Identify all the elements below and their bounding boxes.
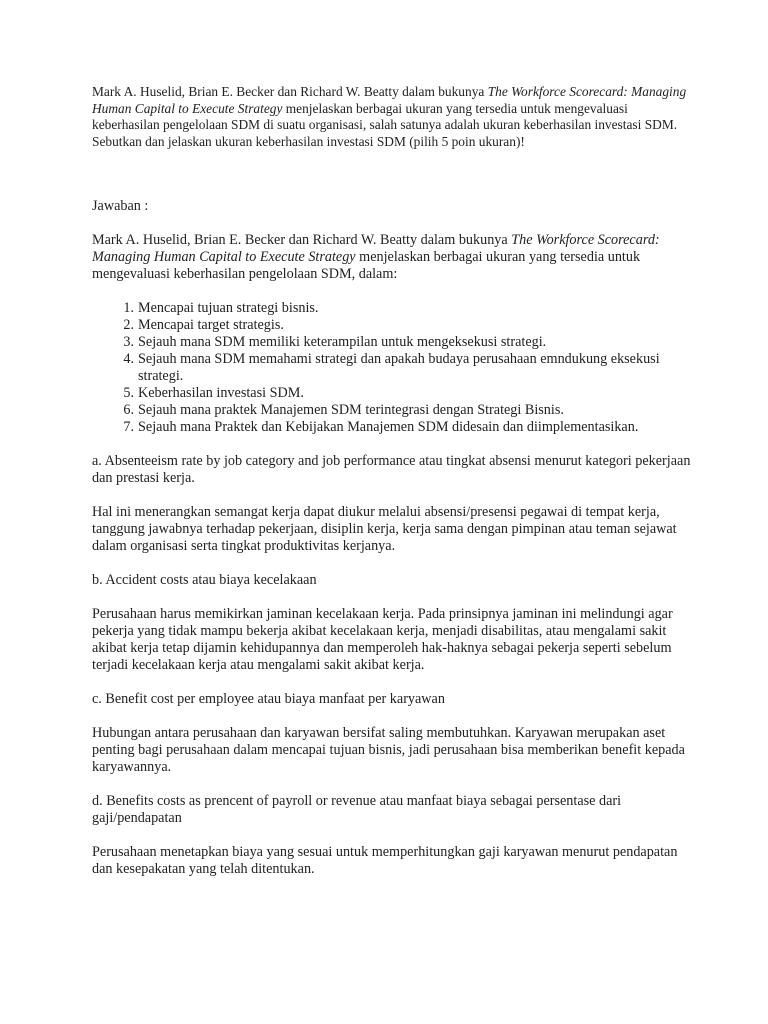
list-item-text: Mencapai target strategis. [138, 317, 284, 334]
list-item-text: Sejauh mana SDM memahami strategi dan apakah budaya perusahaan emndukung eksekusi strategi. [138, 351, 660, 385]
list-item-text: Mencapai tujuan strategi bisnis. [138, 300, 319, 317]
intro-text-pre: Mark A. Huselid, Brian E. Becker dan Richard W. Beatty dalam bukunya [92, 232, 512, 249]
question-paragraph [92, 84, 692, 150]
list-item [123, 385, 692, 402]
section-d-heading: d. Benefits costs as prencent of payroll or revenue atau manfaat biaya sebagai persentase dari gaji/pendapatan [92, 793, 622, 827]
list-item-text: Sejauh mana praktek Manajemen SDM terintegrasi dengan Strategi Bisnis. [138, 402, 564, 419]
list-item-number: 6. [123, 402, 134, 419]
section-c-body: Hubungan antara perusahaan dan karyawan bersifat saling membutuhkan. Karyawan merupakan aset penting bagi perusahaan dalam mencapai tujuan bisnis, jadi perusahaan bisa memberikan benefit kepada karyawannya. [92, 725, 685, 776]
list-item [123, 402, 692, 419]
intro-book-title: The Workforce Scorecard: Managing Human Capital to Execute Strategy [92, 232, 660, 266]
list-item-number: 4. [123, 351, 134, 368]
section-d-body: Perusahaan menetapkan biaya yang sesuai untuk memperhitungkan gaji karyawan menurut pendapatan dan kesepakatan yang telah ditentukan. [92, 844, 678, 878]
list-item-number: 5. [123, 385, 134, 402]
question-book-title: The Workforce Scorecard: Managing Human Capital to Execute Strategy [92, 84, 687, 116]
list-item [123, 300, 692, 317]
section-a-body: Hal ini menerangkan semangat kerja dapat diukur melalui absensi/presensi pegawai di tempat kerja, tanggung jawabnya terhadap pekerjaan, disiplin kerja, kerja sama dengan pimpinan atau teman sejawat dalam organisasi serta tingkat produktivitas kerjanya. [92, 504, 677, 555]
intro-text-post: menjelaskan berbagai ukuran yang tersedia untuk mengevaluasi keberhasilan pengelolaan SDM, dalam: [92, 249, 641, 283]
list-item [123, 334, 692, 351]
list-item-text: Keberhasilan investasi SDM. [138, 385, 304, 402]
section-b-heading: b. Accident costs atau biaya kecelakaan [92, 572, 317, 589]
section-b-body: Perusahaan harus memikirkan jaminan kecelakaan kerja. Pada prinsipnya jaminan ini melindungi agar pekerja yang tidak mampu bekerja akibat kecelakaan kerja, menjadi disabilitas, atau mengalami sakit akibat kerja tetap dijamin kehidupannya dan memperoleh hak-haknya sebagai pekerja seperti sebelum terjadi kecelakaan kerja atau mengalami sakit akibat kerja. [92, 606, 673, 674]
list-item-text: Sejauh mana SDM memiliki keterampilan untuk mengeksekusi strategi. [138, 334, 547, 351]
list-item [123, 317, 692, 334]
list-item-number: 1. [123, 300, 134, 317]
answer-label: Jawaban : [92, 198, 149, 215]
list-item [123, 351, 692, 385]
list-item-number: 2. [123, 317, 134, 334]
question-text-pre: Mark A. Huselid, Brian E. Becker dan Richard W. Beatty dalam bukunya [92, 84, 488, 99]
list-item-number: 7. [123, 419, 134, 436]
numbered-list [92, 300, 692, 436]
list-item-text: Sejauh mana Praktek dan Kebijakan Manajemen SDM didesain dan diimplementasikan. [138, 419, 639, 436]
answer-intro-paragraph [92, 232, 692, 283]
list-item-number: 3. [123, 334, 134, 351]
list-item [123, 419, 692, 436]
section-c-heading: c. Benefit cost per employee atau biaya manfaat per karyawan [92, 691, 445, 708]
section-a-heading: a. Absenteeism rate by job category and job performance atau tingkat absensi menurut kategori pekerjaan dan prestasi kerja. [92, 453, 691, 487]
question-text-post: menjelaskan berbagai ukuran yang tersedia untuk mengevaluasi keberhasilan pengelolaan SDM di suatu organisasi, salah satunya adalah ukuran keberhasilan investasi SDM. Sebutkan dan jelaskan ukuran keberhasilan investasi SDM (pilih 5 poin ukuran)! [92, 100, 678, 149]
